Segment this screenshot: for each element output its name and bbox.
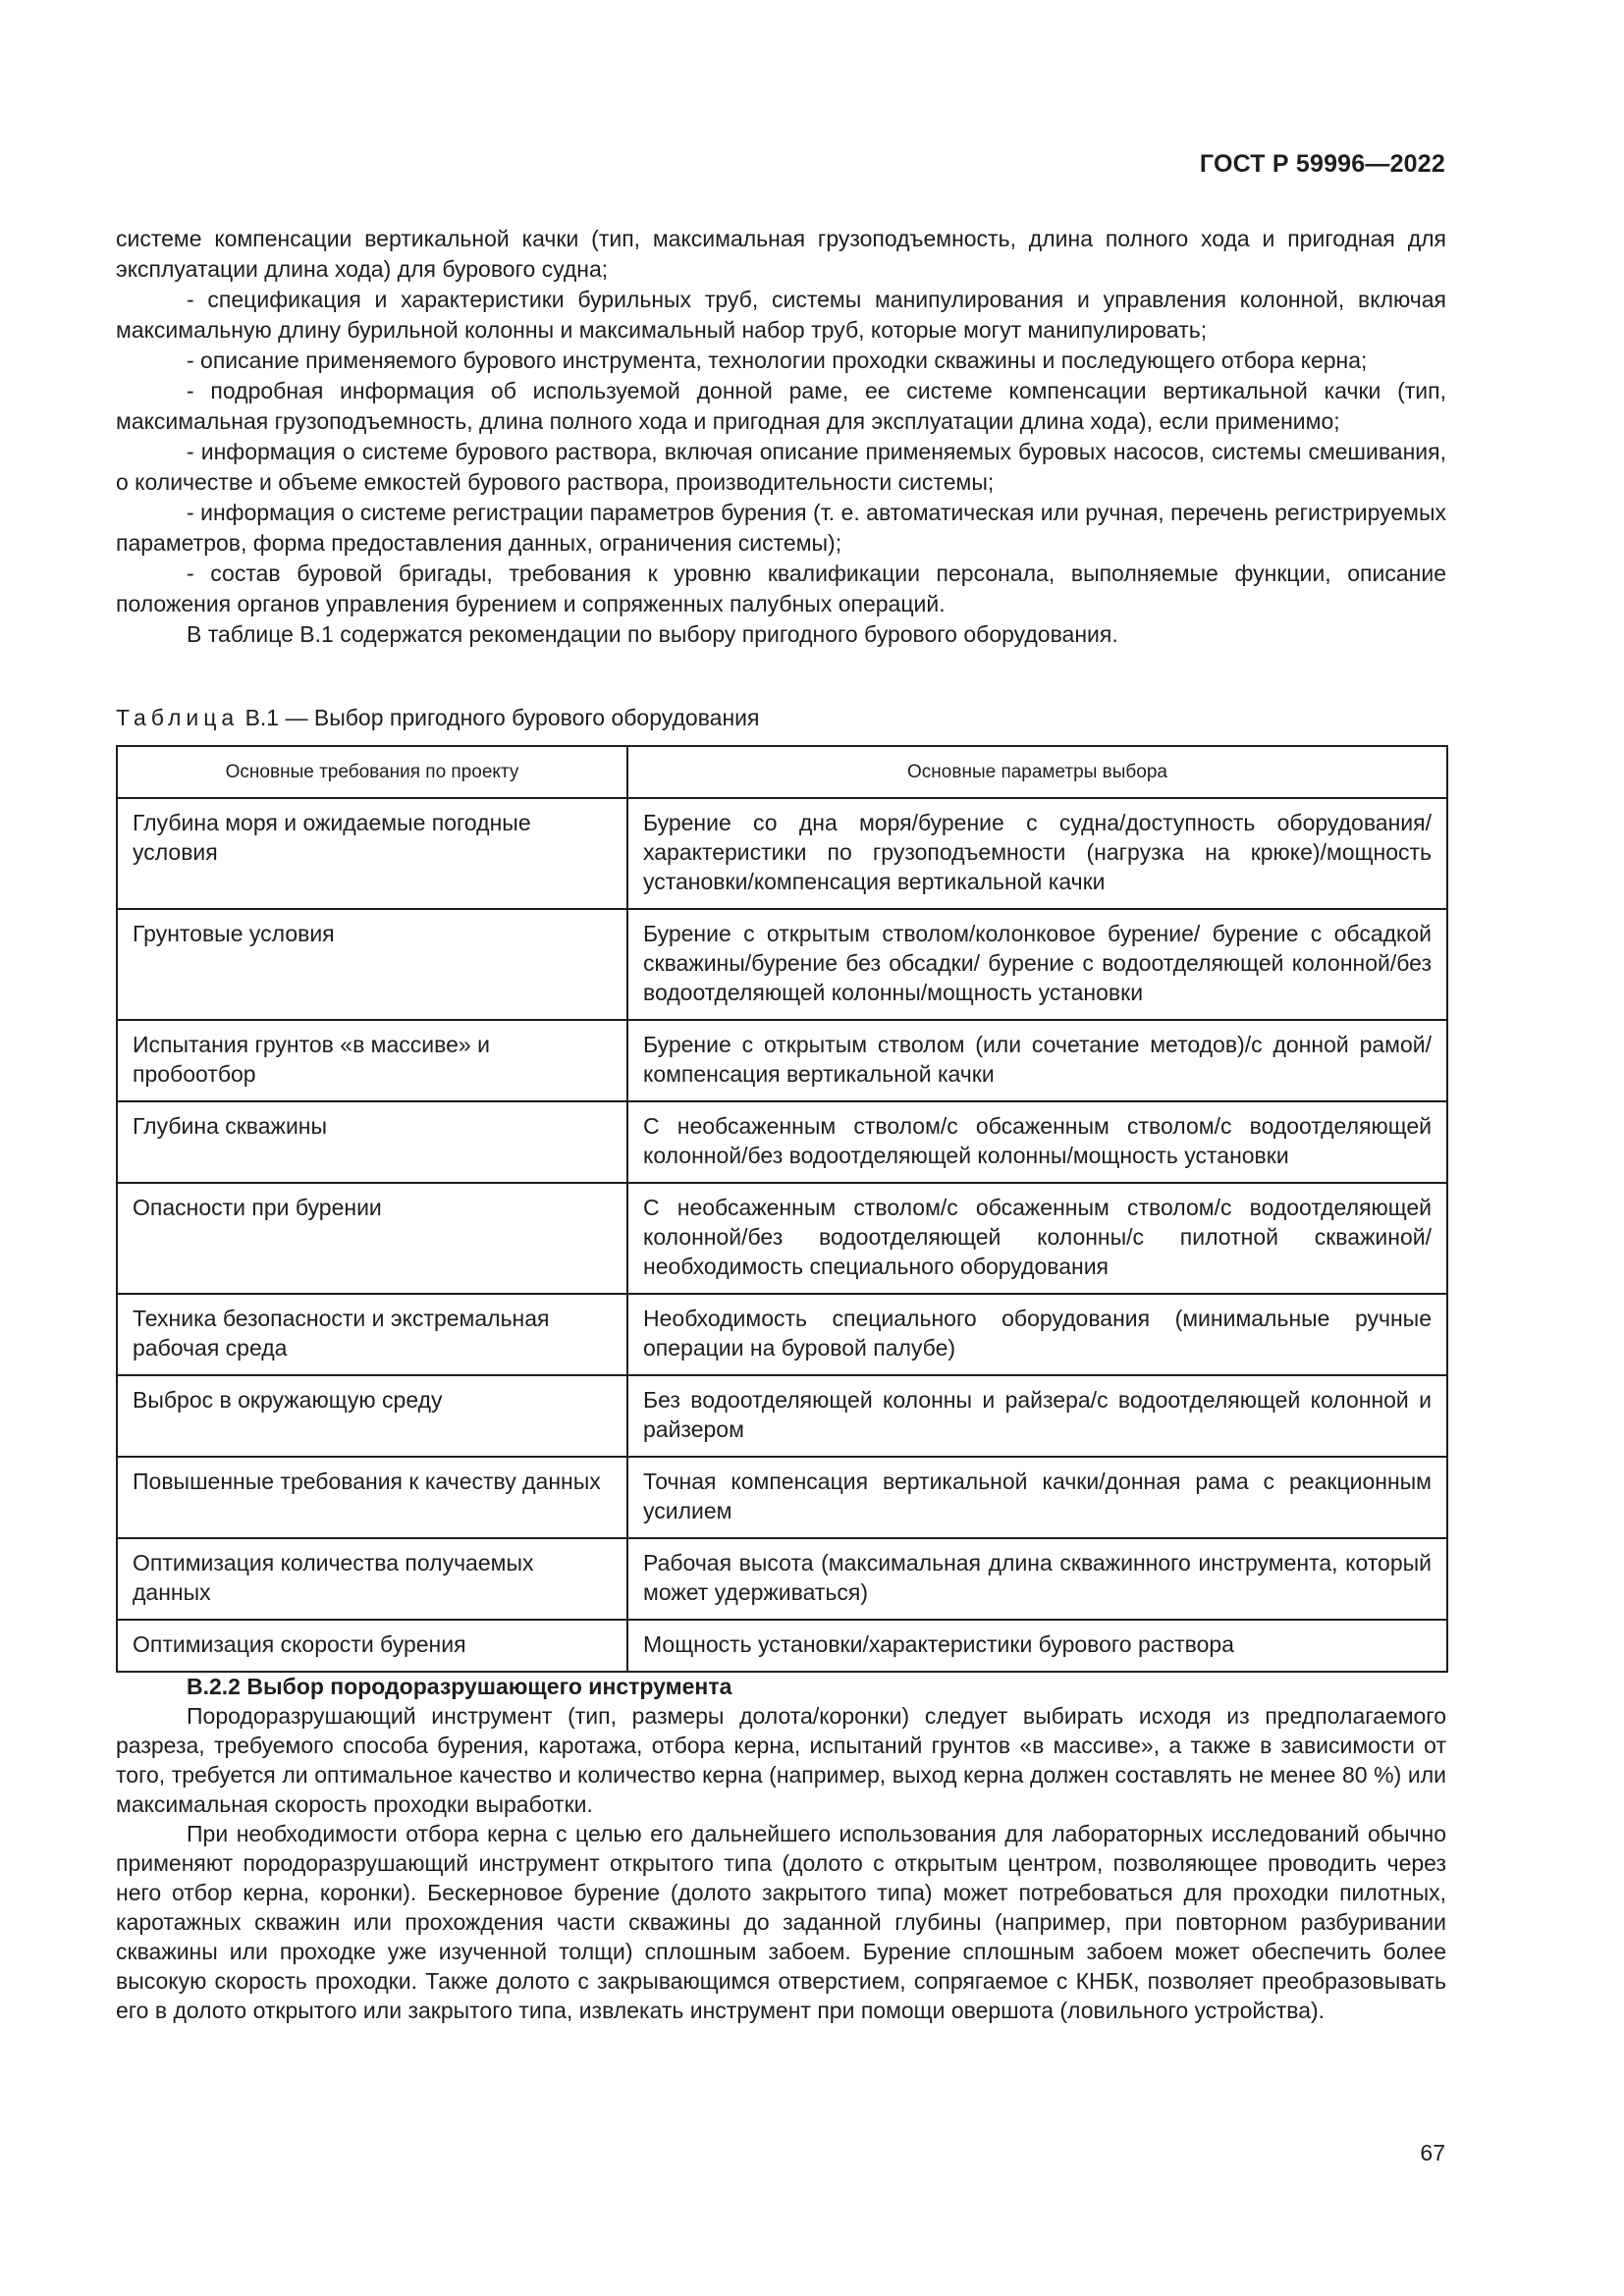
header-project-requirements: Основные требования по проекту bbox=[117, 746, 627, 798]
equipment-selection-table bbox=[116, 745, 1448, 1673]
requirement-cell: Грунтовые условия bbox=[117, 909, 627, 1020]
table-row bbox=[117, 798, 1447, 909]
parameters-cell: Бурение с открытым стволом/колонковое бурение/ бурение с обсадкой скважины/бурение без обсадки/ бурение с водоотделяющей колонной/без водоотделяющей колонны/мощность установки bbox=[627, 909, 1447, 1020]
parameters-cell: Мощность установки/характеристики бурового раствора bbox=[627, 1620, 1447, 1672]
table-row bbox=[117, 1620, 1447, 1672]
table-row bbox=[117, 1183, 1447, 1294]
requirement-cell: Выброс в окружающую среду bbox=[117, 1375, 627, 1457]
section-bit-selection bbox=[116, 1672, 1446, 2025]
list-item: - описание применяемого бурового инструмента, технологии проходки скважины и последующего отбора керна; bbox=[187, 347, 1368, 373]
requirement-cell: Глубина моря и ожидаемые погодные условия bbox=[117, 798, 627, 909]
table-caption bbox=[116, 703, 759, 732]
list-item: - подробная информация об используемой донной раме, ее системе компенсации вертикальной качки (тип, максимальная грузоподъемность, длина полного хода и пригодная для эксплуатации длина хода), если применимо; bbox=[116, 378, 1446, 434]
paragraph-continuation: системе компенсации вертикальной качки (тип, максимальная грузоподъемность, длина полного хода и пригодная для эксплуатации длина хода) для бурового судна; bbox=[116, 226, 1446, 282]
requirement-cell: Повышенные требования к качеству данных bbox=[117, 1457, 627, 1538]
table-caption-title: В.1 — Выбор пригодного бурового оборудования bbox=[239, 705, 760, 730]
table-row bbox=[117, 1020, 1447, 1101]
requirement-cell: Опасности при бурении bbox=[117, 1183, 627, 1294]
requirement-cell: Оптимизация скорости бурения bbox=[117, 1620, 627, 1672]
parameters-cell: Точная компенсация вертикальной качки/донная рама с реакционным усилием bbox=[627, 1457, 1447, 1538]
parameters-cell: Рабочая высота (максимальная длина скважинного инструмента, который может удерживаться) bbox=[627, 1538, 1447, 1620]
table-row bbox=[117, 1101, 1447, 1183]
requirement-cell: Глубина скважины bbox=[117, 1101, 627, 1183]
list-item: - информация о системе бурового раствора, включая описание применяемых буровых насосов, системы смешивания, о количестве и объеме емкостей бурового раствора, производительности системы; bbox=[116, 439, 1446, 495]
intro-text bbox=[116, 224, 1446, 650]
parameters-cell: Бурение со дна моря/бурение с судна/доступность оборудования/характеристики по грузоподъемности (нагрузка на крюке)/мощность установки/компенсация вертикальной качки bbox=[627, 798, 1447, 909]
header-selection-parameters: Основные параметры выбора bbox=[627, 746, 1447, 798]
parameters-cell: С необсаженным стволом/с обсаженным стволом/с водоотделяющей колонной/без водоотделяющей колонны/мощность установки bbox=[627, 1101, 1447, 1183]
parameters-cell: Без водоотделяющей колонны и райзера/с водоотделяющей колонной и райзером bbox=[627, 1375, 1447, 1457]
table-row bbox=[117, 1294, 1447, 1375]
section-paragraph: При необходимости отбора керна с целью его дальнейшего использования для лабораторных исследований обычно применяют породоразрушающий инструмент открытого типа (долото с открытым центром, позволяющее проводить через него отбор керна, коронки). Бескерновое бурение (долото закрытого типа) может потребоваться для проходки пилотных, каротажных скважин или прохождения части скважины до заданной глубины (например, при повторном разбуривании скважины или проходке уже изученной толщи) сплошным забоем. Бурение сплошным забоем может обеспечить более высокую скорость проходки. Также долото с закрывающимся отверстием, сопрягаемое с КНБК, позволяет преобразовывать его в долото открытого или закрытого типа, извлекать инструмент при помощи овершота (ловильного устройства). bbox=[116, 1821, 1446, 2023]
section-title: В.2.2 Выбор породоразрушающего инструмента bbox=[187, 1674, 732, 1699]
section-paragraph: Породоразрушающий инструмент (тип, размеры долота/коронки) следует выбирать исходя из предполагаемого разреза, требуемого способа бурения, каротажа, отбора керна, испытаний грунтов «в массиве», а также в зависимости от того, требуется ли оптимальное качество и количество керна (например, выход керна должен составлять не менее 80 %) или максимальная скорость проходки выработки. bbox=[116, 1703, 1446, 1817]
requirement-cell: Техника безопасности и экстремальная рабочая среда bbox=[117, 1294, 627, 1375]
list-item: - состав буровой бригады, требования к уровню квалификации персонала, выполняемые функции, описание положения органов управления бурением и сопряженных палубных операций. bbox=[116, 561, 1446, 616]
parameters-cell: Бурение с открытым стволом (или сочетание методов)/с донной рамой/ компенсация вертикальной качки bbox=[627, 1020, 1447, 1101]
list-item: - спецификация и характеристики бурильных труб, системы манипулирования и управления колонной, включая максимальную длину бурильной колонны и максимальный набор труб, которые могут манипулировать; bbox=[116, 287, 1446, 343]
table-row bbox=[117, 909, 1447, 1020]
page-number: 67 bbox=[1420, 2140, 1445, 2165]
table-caption-label: Таблица bbox=[116, 705, 240, 730]
requirement-cell: Оптимизация количества получаемых данных bbox=[117, 1538, 627, 1620]
table-row bbox=[117, 1457, 1447, 1538]
table-reference-paragraph: В таблице В.1 содержатся рекомендации по выбору пригодного бурового оборудования. bbox=[187, 621, 1118, 647]
requirement-cell: Испытания грунтов «в массиве» и пробоотбор bbox=[117, 1020, 627, 1101]
parameters-cell: Необходимость специального оборудования (минимальные ручные операции на буровой палубе) bbox=[627, 1294, 1447, 1375]
list-item: - информация о системе регистрации параметров бурения (т. е. автоматическая или ручная, перечень регистрируемых параметров, форма предоставления данных, ограничения системы); bbox=[116, 500, 1446, 556]
document-id: ГОСТ Р 59996—2022 bbox=[1199, 150, 1445, 178]
table-row bbox=[117, 1375, 1447, 1457]
parameters-cell: С необсаженным стволом/с обсаженным стволом/с водоотделяющей колонной/без водоотделяющей колонны/с пилотной скважиной/необходимость специального оборудования bbox=[627, 1183, 1447, 1294]
table-header-row bbox=[117, 746, 1447, 798]
table-row bbox=[117, 1538, 1447, 1620]
